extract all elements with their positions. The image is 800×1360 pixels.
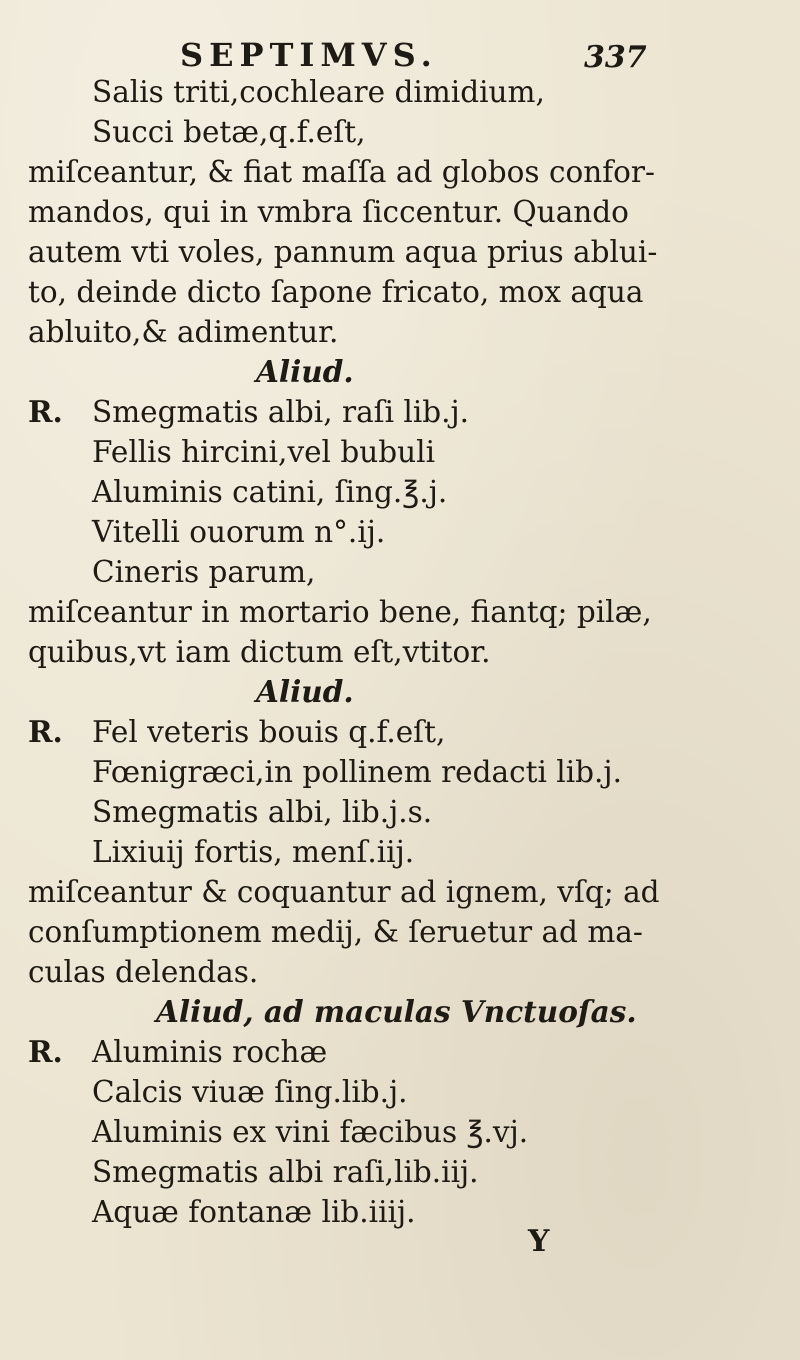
body-text — [28, 72, 768, 1232]
text-line: autem vti voles, pannum aqua prius ablui- — [28, 235, 658, 269]
text-line: abluito,& adimentur. — [28, 315, 339, 349]
recipe-symbol: R. — [28, 394, 63, 429]
ingredient-line: Aluminis ex vini fæcibus ℥.vj. — [92, 1115, 529, 1149]
text-line: Salis triti,cochleare dimidium, — [92, 75, 545, 109]
ingredient-line: Vitelli ouorum n°.ij. — [92, 515, 386, 549]
text-line: quibus,vt iam dictum eſt,vtitor. — [28, 635, 491, 669]
text-line: to, deinde dicto ſapone fricato, mox aqua — [28, 275, 644, 309]
recipe-line — [28, 712, 768, 752]
ingredient-line: Cineris parum, — [92, 555, 316, 589]
section-heading: Aliud, ad maculas Vnctuoſas. — [156, 994, 637, 1029]
text-line: miſceantur, & fiat maſſa ad globos confor- — [28, 155, 655, 189]
ingredient-line: Aluminis catini, ſing.℥.j. — [92, 475, 448, 509]
section-heading: Aliud. — [256, 674, 354, 709]
recipe-symbol: R. — [28, 714, 63, 749]
running-title: SEPTIMVS. — [180, 36, 438, 74]
catchword: Y — [528, 1224, 550, 1259]
ingredient-line: Fœnigræci,in pollinem redacti lib.j. — [92, 755, 622, 789]
ingredient-line: Calcis viuæ ſing.lib.j. — [92, 1075, 408, 1109]
text-line: Succi betæ,q.f.eſt, — [92, 115, 366, 149]
recipe-line — [28, 392, 768, 432]
text-line: miſceantur in mortario bene, fiantq; pilæ, — [28, 595, 652, 629]
ingredient-line: Lixiuij fortis, menſ.iij. — [92, 835, 415, 869]
ingredient-line: Smegmatis albi, raſi lib.j. — [92, 395, 470, 429]
text-line: conſumptionem medij, & ſeruetur ad ma- — [28, 915, 643, 949]
recipe-symbol: R. — [28, 1034, 63, 1069]
ingredient-line: Aluminis rochæ — [92, 1035, 328, 1069]
text-line: mandos, qui in vmbra ſiccentur. Quando — [28, 195, 629, 229]
ingredient-line: Fel veteris bouis q.f.eſt, — [92, 715, 446, 749]
ingredient-line: Aquæ fontanæ lib.iiij. — [92, 1195, 416, 1229]
ingredient-line: Smegmatis albi raſi,lib.iij. — [92, 1155, 479, 1189]
ingredient-line: Smegmatis albi, lib.j.s. — [92, 795, 433, 829]
ingredient-line: Fellis hircini,vel bubuli — [92, 435, 436, 469]
text-line: miſceantur & coquantur ad ignem, vſq; ad — [28, 875, 660, 909]
section-heading: Aliud. — [256, 354, 354, 389]
text-line: culas delendas. — [28, 955, 259, 989]
recipe-line — [28, 1032, 768, 1072]
page-number: 337 — [584, 40, 647, 75]
